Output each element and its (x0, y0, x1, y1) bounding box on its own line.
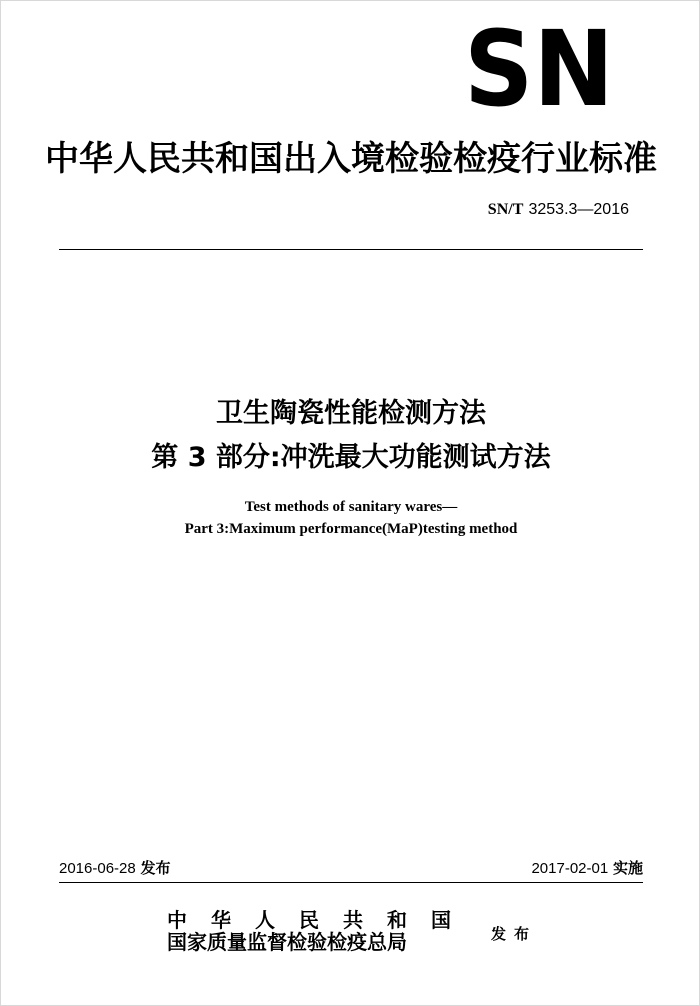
issuing-authority (167, 909, 475, 953)
sn-logo (463, 27, 615, 113)
standard-prefix: SN/T (487, 201, 524, 218)
standard-number (488, 199, 629, 219)
issuer-line1: 中华人民共和国 (167, 908, 475, 932)
english-title-line1: Test methods of sanitary wares— (244, 499, 458, 515)
standard-code: 3253.3—2016 (528, 201, 629, 218)
industry-standard-title: 中华人民共和国出入境检验检疫行业标准 (45, 139, 657, 179)
implementation-date-value: 2017-02-01 (531, 860, 609, 877)
chinese-title-line1: 卫生陶瓷性能检测方法 (216, 398, 486, 429)
english-title-line2: Part 3:Maximum performance(MaP)testing method (184, 521, 518, 537)
implementation-date (531, 857, 643, 878)
issuer-action: 发布 (491, 925, 538, 943)
issue-date-label: 发布 (140, 859, 171, 877)
bottom-divider (59, 882, 643, 883)
issue-date-value: 2016-06-28 (59, 860, 136, 877)
implementation-date-label: 实施 (612, 859, 643, 877)
issuer-line2: 国家质量监督检验检疫总局 (167, 930, 407, 954)
top-divider (59, 249, 643, 250)
svg-text:SN: SN (464, 27, 614, 113)
issue-date (59, 857, 171, 878)
chinese-title-line2: 第 3 部分:冲洗最大功能测试方法 (151, 442, 551, 473)
